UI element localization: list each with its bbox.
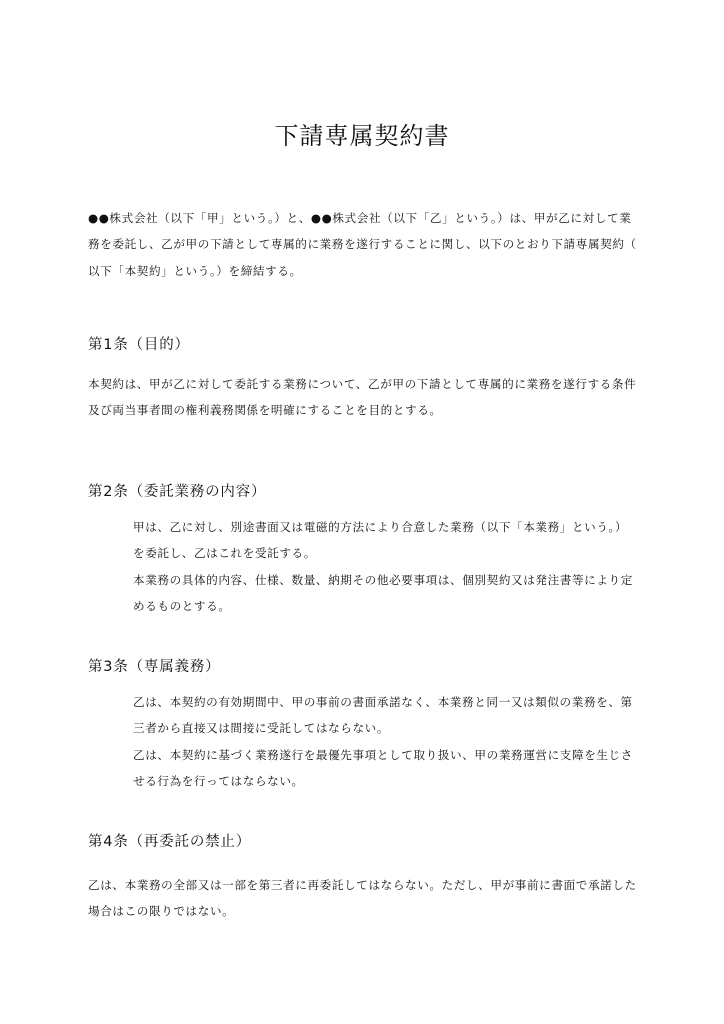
article-line: 及び両当事者間の権利義務関係を明確にすることを目的とする。	[88, 403, 442, 418]
article-line: 甲は、乙に対し、別途書面又は電磁的方法により合意した業務（以下「本業務」という。）	[133, 520, 628, 534]
article-line: 三者から直接又は間接に受託してはならない。	[133, 721, 390, 736]
article-1-heading: 第1条（目的）	[88, 337, 190, 353]
preamble-paragraph	[88, 205, 636, 284]
article-3-heading: 第3条（専属義務）	[88, 659, 221, 675]
preamble-line: ●●株式会社（以下「甲」という。）と、●●株式会社（以下「乙」という。）は、甲が乙に対して業	[88, 211, 632, 225]
article-line: 本業務の具体的内容、仕様、数量、納期その他必要事項は、個別契約又は発注書等により定	[133, 572, 633, 587]
article-2-body	[133, 514, 636, 620]
article-line: 乙は、本業務の全部又は一部を第三者に再委託してはならない。ただし、甲が事前に書面で承諾した	[88, 878, 637, 892]
article-4-heading: 第4条（再委託の禁止）	[88, 834, 252, 850]
article-line: めるものとする。	[133, 599, 231, 614]
article-3-body	[133, 689, 636, 795]
preamble-line: 務を委託し、乙が甲の下請として専属的に業務を遂行することに関し、以下のとおり下請専属契約（	[88, 237, 637, 252]
article-2-heading: 第2条（委託業務の内容）	[88, 484, 267, 500]
article-line: を委託し、乙はこれを受託する。	[133, 546, 316, 561]
article-line: 場合はこの限りではない。	[88, 904, 235, 919]
article-line: 乙は、本契約に基づく業務遂行を最優先事項として取り扱い、甲の業務運営に支障を生じさ	[133, 747, 633, 762]
article-4-body	[88, 872, 636, 925]
document-title: 下請専属契約書	[274, 122, 450, 150]
article-line: 乙は、本契約の有効期間中、甲の事前の書面承諾なく、本業務と同一又は類似の業務を、第	[133, 695, 633, 709]
article-line: 本契約は、甲が乙に対して委託する業務について、乙が甲の下請として専属的に業務を遂行する条件	[88, 377, 637, 391]
article-1-body	[88, 371, 636, 424]
preamble-line: 以下「本契約」という。）を締結する。	[88, 263, 302, 278]
article-line: せる行為を行ってはならない。	[133, 774, 304, 789]
